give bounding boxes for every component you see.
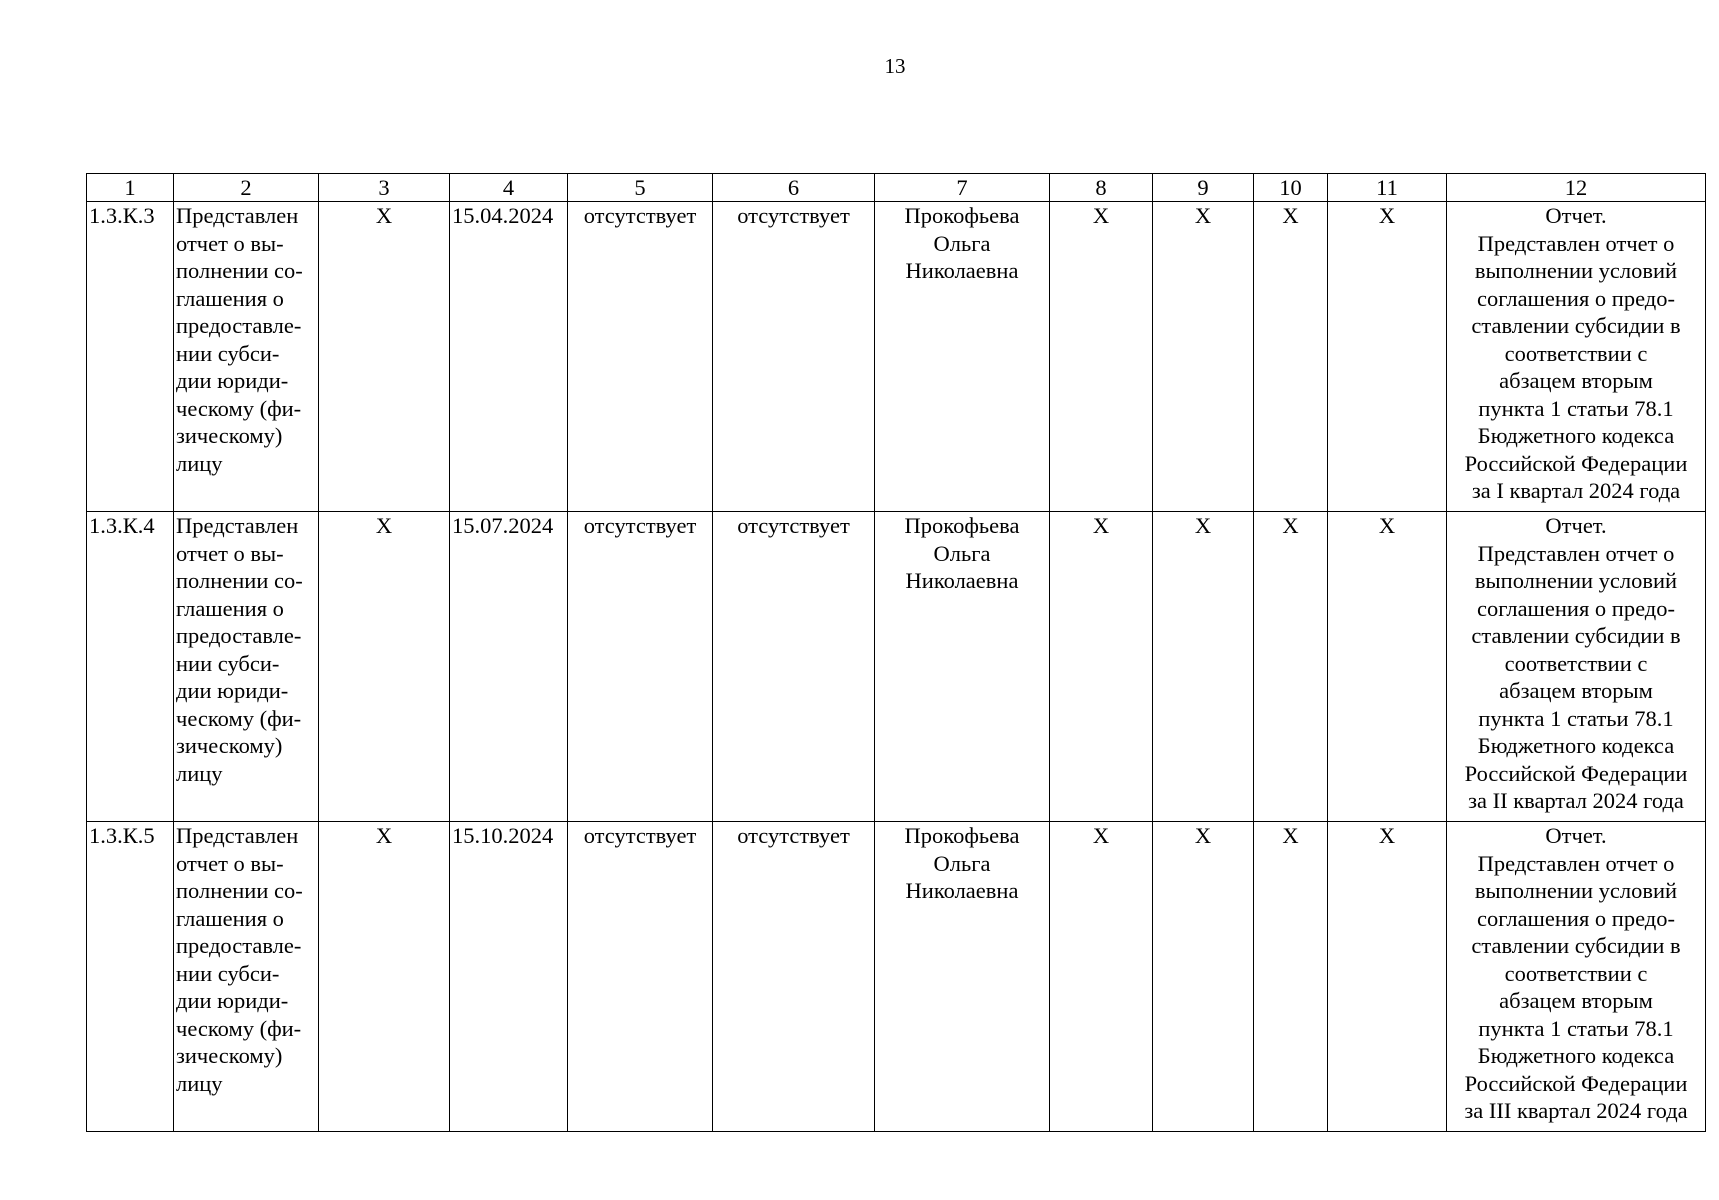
text-line: полнении со- [176, 258, 303, 283]
column-number: 9 [1153, 174, 1254, 202]
text-line: Российской Федерации [1464, 760, 1688, 786]
text-line: соглашения о предо- [1477, 595, 1675, 621]
column-number: 5 [568, 174, 713, 202]
control-point-description [174, 822, 319, 1132]
text-line: Российской Федерации [1464, 450, 1688, 476]
text-line: Представлен отчет о [1477, 850, 1675, 876]
col5-cell: отсутствует [568, 512, 713, 822]
col3-cell: Х [319, 202, 450, 512]
text-line: Ольга [933, 540, 991, 566]
column-number: 8 [1050, 174, 1153, 202]
text-line: соответствии с [1504, 340, 1648, 366]
responsible-person [875, 822, 1050, 1132]
text-line: зическому) [176, 1043, 283, 1068]
text-line: предоставле- [176, 933, 302, 958]
col11-cell: Х [1328, 822, 1447, 1132]
text-line: Николаевна [905, 568, 1019, 593]
text-line: нии субси- [176, 340, 280, 366]
text-line: Представлен [176, 823, 299, 848]
column-number-row [87, 174, 1706, 202]
text-line: полнении со- [176, 878, 303, 903]
text-line: абзацем вторым [1499, 678, 1653, 703]
column-number: 12 [1447, 174, 1706, 202]
col5-cell: отсутствует [568, 822, 713, 1132]
text-line: полнении со- [176, 568, 303, 593]
col3-cell: Х [319, 822, 450, 1132]
text-line: Бюджетного кодекса [1477, 733, 1675, 758]
text-line: лицу [176, 1070, 223, 1096]
text-line: Ольга [933, 850, 991, 876]
control-point-description [174, 202, 319, 512]
text-line: Представлен [176, 203, 299, 228]
text-line: дии юриди- [176, 368, 289, 393]
table-row [87, 822, 1706, 1132]
text-line: соответствии с [1504, 960, 1648, 986]
control-point-id: 1.3.К.3 [87, 202, 174, 512]
text-line: отчет о вы- [176, 850, 284, 876]
column-number: 6 [713, 174, 875, 202]
text-line: Отчет. [1545, 823, 1607, 848]
text-line: Отчет. [1545, 203, 1607, 228]
page-number: 13 [884, 54, 906, 78]
due-date: 15.07.2024 [450, 512, 568, 822]
col10-cell: Х [1254, 822, 1328, 1132]
col9-cell: Х [1153, 822, 1254, 1132]
col6-cell: отсутствует [713, 822, 875, 1132]
result-description [1447, 512, 1706, 822]
text-line: ческому (фи- [176, 1015, 302, 1041]
col10-cell: Х [1254, 512, 1328, 822]
responsible-person [875, 512, 1050, 822]
col5-cell: отсутствует [568, 202, 713, 512]
text-line: абзацем вторым [1499, 988, 1653, 1013]
text-line: зическому) [176, 423, 283, 448]
text-line: Представлен отчет о [1477, 230, 1675, 256]
control-point-description [174, 512, 319, 822]
text-line: выполнении условий [1474, 568, 1678, 593]
text-line: за I квартал 2024 года [1471, 478, 1681, 503]
text-line: зическому) [176, 733, 283, 758]
text-line: предоставле- [176, 313, 302, 338]
col10-cell: Х [1254, 202, 1328, 512]
column-number: 2 [174, 174, 319, 202]
text-line: дии юриди- [176, 678, 289, 703]
column-number: 10 [1254, 174, 1328, 202]
text-line: глашения о [176, 595, 284, 621]
col6-cell: отсутствует [713, 202, 875, 512]
result-description [1447, 202, 1706, 512]
text-line: лицу [176, 760, 223, 786]
text-line: пункта 1 статьи 78.1 [1478, 705, 1674, 731]
due-date: 15.04.2024 [450, 202, 568, 512]
text-line: Представлен [176, 513, 299, 538]
text-line: ставлении субсидии в [1471, 933, 1681, 958]
control-point-id: 1.3.К.5 [87, 822, 174, 1132]
column-number: 3 [319, 174, 450, 202]
text-line: выполнении условий [1474, 878, 1678, 903]
text-line: Прокофьева [904, 203, 1020, 228]
text-line: Прокофьева [904, 823, 1020, 848]
col6-cell: отсутствует [713, 512, 875, 822]
text-line: Бюджетного кодекса [1477, 423, 1675, 448]
text-line: ставлении субсидии в [1471, 313, 1681, 338]
text-line: за III квартал 2024 года [1464, 1098, 1688, 1123]
text-line: ческому (фи- [176, 705, 302, 731]
text-line: абзацем вторым [1499, 368, 1653, 393]
text-line: Ольга [933, 230, 991, 256]
text-line: глашения о [176, 905, 284, 931]
text-line: Николаевна [905, 258, 1019, 283]
text-line: выполнении условий [1474, 258, 1678, 283]
plan-table [86, 173, 1706, 1132]
text-line: Прокофьева [904, 513, 1020, 538]
responsible-person [875, 202, 1050, 512]
text-line: отчет о вы- [176, 230, 284, 256]
col8-cell: Х [1050, 822, 1153, 1132]
text-line: Российской Федерации [1464, 1070, 1688, 1096]
text-line: Бюджетного кодекса [1477, 1043, 1675, 1068]
column-number: 4 [450, 174, 568, 202]
col9-cell: Х [1153, 512, 1254, 822]
text-line: соглашения о предо- [1477, 285, 1675, 311]
text-line: отчет о вы- [176, 540, 284, 566]
col3-cell: Х [319, 512, 450, 822]
text-line: Представлен отчет о [1477, 540, 1675, 566]
text-line: ческому (фи- [176, 395, 302, 421]
text-line: нии субси- [176, 650, 280, 676]
text-line: за II квартал 2024 года [1468, 788, 1684, 813]
column-number: 11 [1328, 174, 1447, 202]
text-line: дии юриди- [176, 988, 289, 1013]
col11-cell: Х [1328, 202, 1447, 512]
text-line: глашения о [176, 285, 284, 311]
text-line: предоставле- [176, 623, 302, 648]
text-line: Отчет. [1545, 513, 1607, 538]
result-description [1447, 822, 1706, 1132]
due-date: 15.10.2024 [450, 822, 568, 1132]
text-line: пункта 1 статьи 78.1 [1478, 1015, 1674, 1041]
text-line: соответствии с [1504, 650, 1648, 676]
text-line: нии субси- [176, 960, 280, 986]
text-line: ставлении субсидии в [1471, 623, 1681, 648]
control-point-id: 1.3.К.4 [87, 512, 174, 822]
col8-cell: Х [1050, 512, 1153, 822]
table-row [87, 202, 1706, 512]
text-line: Николаевна [905, 878, 1019, 903]
col8-cell: Х [1050, 202, 1153, 512]
text-line: соглашения о предо- [1477, 905, 1675, 931]
text-line: пункта 1 статьи 78.1 [1478, 395, 1674, 421]
text-line: лицу [176, 450, 223, 476]
column-number: 7 [875, 174, 1050, 202]
col9-cell: Х [1153, 202, 1254, 512]
table-row [87, 512, 1706, 822]
col11-cell: Х [1328, 512, 1447, 822]
column-number: 1 [87, 174, 174, 202]
